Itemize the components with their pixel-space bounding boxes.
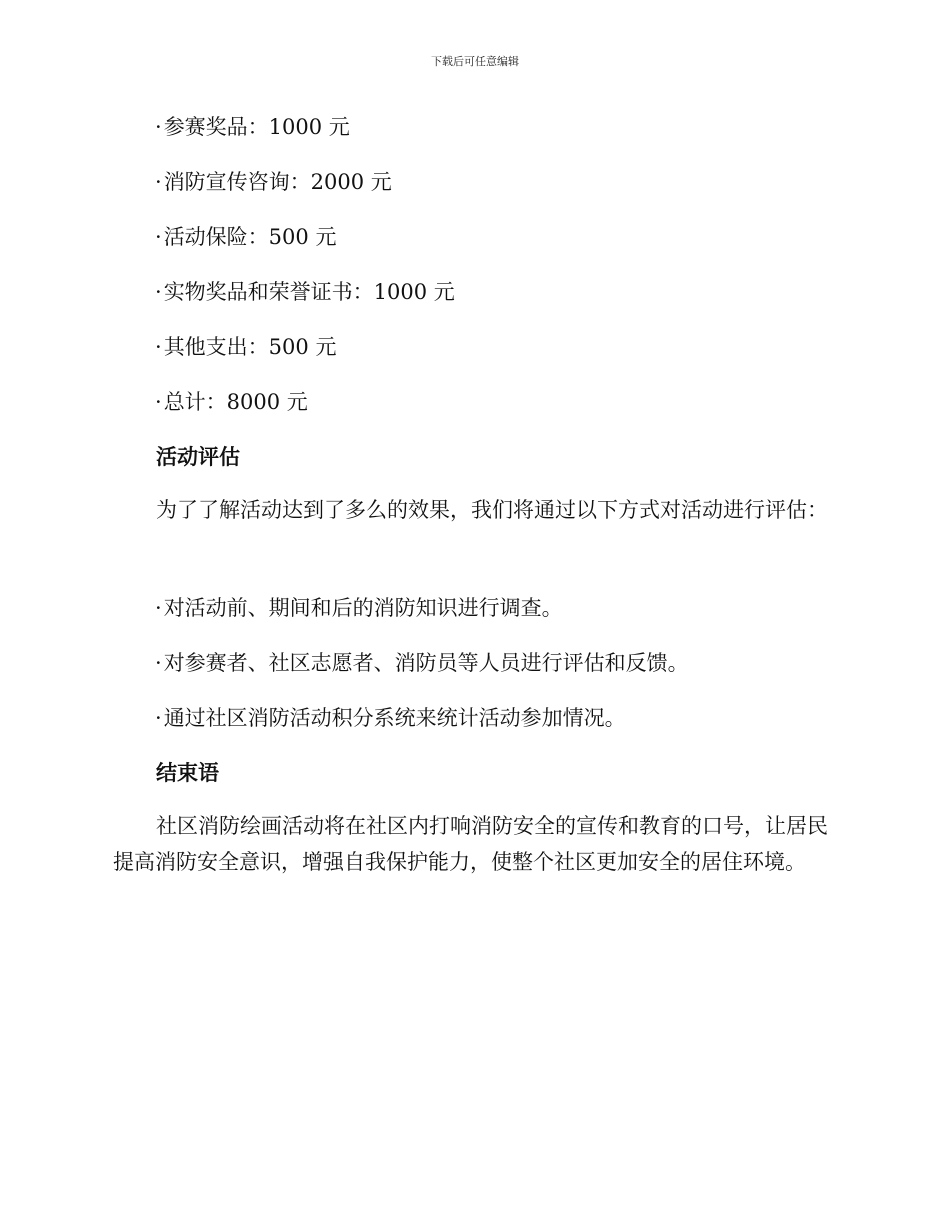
section-heading-evaluation: 活动评估 bbox=[156, 444, 240, 469]
budget-item-total bbox=[155, 387, 308, 417]
bullet-icon: · bbox=[155, 170, 162, 194]
budget-item-publicity bbox=[155, 167, 392, 197]
bullet-icon: · bbox=[155, 596, 162, 620]
budget-item-text: 消防宣传咨询：2000 元 bbox=[163, 170, 392, 194]
bullet-icon: · bbox=[155, 390, 162, 414]
evaluation-item-feedback bbox=[155, 648, 689, 678]
evaluation-item-points-system bbox=[155, 703, 626, 733]
budget-item-certificates bbox=[155, 277, 455, 307]
budget-item-text: 活动保险：500 元 bbox=[163, 225, 337, 249]
evaluation-item-survey bbox=[155, 593, 563, 623]
budget-item-text: 参赛奖品：1000 元 bbox=[163, 115, 350, 139]
page-header-note: 下载后可任意编辑 bbox=[431, 55, 519, 68]
evaluation-intro-paragraph: 为了了解活动达到了多么的效果，我们将通过以下方式对活动进行评估： bbox=[156, 498, 828, 522]
budget-item-text: 实物奖品和荣誉证书：1000 元 bbox=[163, 280, 455, 304]
evaluation-item-text: 对活动前、期间和后的消防知识进行调查。 bbox=[163, 596, 563, 620]
budget-item-text: 总计：8000 元 bbox=[163, 390, 308, 414]
bullet-icon: · bbox=[155, 280, 162, 304]
bullet-icon: · bbox=[155, 651, 162, 675]
section-heading-conclusion: 结束语 bbox=[156, 760, 219, 785]
evaluation-item-text: 通过社区消防活动积分系统来统计活动参加情况。 bbox=[163, 706, 626, 730]
budget-item-insurance bbox=[155, 222, 336, 252]
bullet-icon: · bbox=[155, 115, 162, 139]
budget-item-text: 其他支出：500 元 bbox=[163, 335, 337, 359]
budget-item-prizes bbox=[155, 112, 350, 142]
bullet-icon: · bbox=[155, 706, 162, 730]
bullet-icon: · bbox=[155, 335, 162, 359]
bullet-icon: · bbox=[155, 225, 162, 249]
evaluation-item-text: 对参赛者、社区志愿者、消防员等人员进行评估和反馈。 bbox=[163, 651, 689, 675]
conclusion-paragraph: 社区消防绘画活动将在社区内打响消防安全的宣传和教育的口号，让居民提高消防安全意识，增强自我保护能力，使整个社区更加安全的居住环境。 bbox=[113, 814, 828, 874]
budget-item-other bbox=[155, 332, 336, 362]
